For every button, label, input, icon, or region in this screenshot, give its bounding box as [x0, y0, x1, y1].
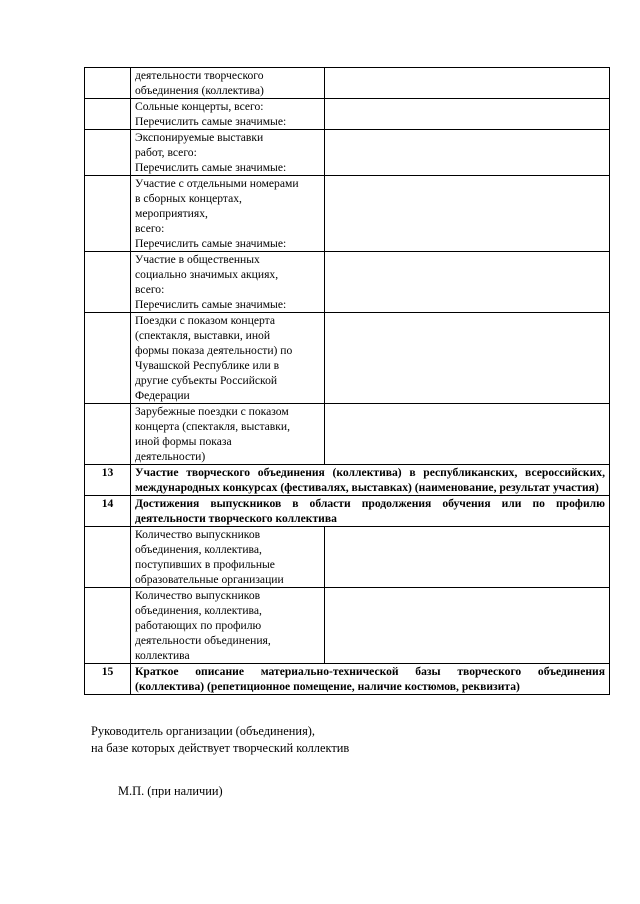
description-line: деятельности): [135, 450, 206, 463]
description-line: концерта (спектакля, выставки,: [135, 420, 291, 433]
row-description-cell: [131, 313, 325, 404]
description-line: Зарубежные поездки с показом: [135, 405, 289, 418]
row-value-cell[interactable]: [325, 588, 610, 664]
description-line: деятельности объединения,: [135, 634, 271, 647]
form-table-body: [85, 68, 610, 695]
description-line: Федерации: [135, 389, 190, 402]
description-line: Участие в общественных: [135, 253, 260, 266]
description-line: образовательные организации: [135, 573, 284, 586]
row-number-cell: [85, 99, 131, 130]
row-number-cell: [85, 130, 131, 176]
row-number-cell: [85, 176, 131, 252]
table-row: [85, 404, 610, 465]
table-row: [85, 68, 610, 99]
row-description-cell: [131, 588, 325, 664]
description-line: объединения, коллектива,: [135, 543, 262, 556]
description-line: мероприятиях,: [135, 207, 208, 220]
row-value-cell[interactable]: [325, 176, 610, 252]
row-value-cell[interactable]: [325, 404, 610, 465]
section-row-13: [85, 465, 610, 496]
table-row: [85, 252, 610, 313]
section-row-15: [85, 664, 610, 695]
section-heading: Краткое описание материально-технической базы творческого объединения (коллектива) (репетиционное помещение, наличие костюмов, реквизита): [131, 664, 610, 695]
signature-line-1: Руководитель организации (объединения),: [91, 724, 315, 738]
row-number-cell: [85, 68, 131, 99]
description-line: иной формы показа: [135, 435, 232, 448]
description-line: коллектива: [135, 649, 190, 662]
section-number: 15: [85, 664, 131, 695]
description-line: Количество выпускников: [135, 589, 261, 602]
table-row: [85, 588, 610, 664]
section-heading: Участие творческого объединения (коллектива) в республиканских, всероссийских, международных конкурсах (фестивалях, выставках) (наименование, результат участия): [131, 465, 610, 496]
row-value-cell[interactable]: [325, 252, 610, 313]
description-line: деятельности творческого: [135, 69, 264, 82]
row-description-cell: [131, 130, 325, 176]
section-number: 14: [85, 496, 131, 527]
row-value-cell[interactable]: [325, 99, 610, 130]
description-line: социально значимых акциях,: [135, 268, 279, 281]
row-value-cell[interactable]: [325, 527, 610, 588]
description-line: Поездки с показом концерта: [135, 314, 275, 327]
description-line: объединения (коллектива): [135, 84, 264, 97]
row-number-cell: [85, 252, 131, 313]
description-line: работающих по профилю: [135, 619, 262, 632]
description-line: Участие с отдельными номерами: [135, 177, 299, 190]
description-line: Перечислить самые значимые:: [135, 161, 287, 174]
description-line: Перечислить самые значимые:: [135, 237, 287, 250]
row-description-cell: [131, 99, 325, 130]
description-line: работ, всего:: [135, 146, 197, 159]
row-number-cell: [85, 527, 131, 588]
table-row: [85, 176, 610, 252]
row-value-cell[interactable]: [325, 130, 610, 176]
description-line: другие субъекты Российской: [135, 374, 278, 387]
row-number-cell: [85, 313, 131, 404]
row-description-cell: [131, 176, 325, 252]
row-value-cell[interactable]: [325, 313, 610, 404]
row-description-cell: [131, 404, 325, 465]
section-row-14: [85, 496, 610, 527]
description-line: поступивших в профильные: [135, 558, 275, 571]
description-line: в сборных концертах,: [135, 192, 242, 205]
row-value-cell[interactable]: [325, 68, 610, 99]
description-line: объединения, коллектива,: [135, 604, 262, 617]
application-form-table: [84, 67, 610, 695]
table-row: [85, 130, 610, 176]
description-line: Сольные концерты, всего:: [135, 100, 264, 113]
description-line: всего:: [135, 222, 165, 235]
table-row: [85, 527, 610, 588]
stamp-placeholder: М.П. (при наличии): [118, 784, 223, 798]
description-line: Количество выпускников: [135, 528, 261, 541]
row-description-cell: [131, 252, 325, 313]
section-number: 13: [85, 465, 131, 496]
description-line: Перечислить самые значимые:: [135, 298, 287, 311]
description-line: всего:: [135, 283, 165, 296]
row-number-cell: [85, 588, 131, 664]
signature-line-2: на базе которых действует творческий коллектив: [91, 741, 350, 755]
row-number-cell: [85, 404, 131, 465]
description-line: Чувашской Республике или в: [135, 359, 280, 372]
row-description-cell: [131, 527, 325, 588]
signature-block: [91, 723, 349, 757]
description-line: (спектакля, выставки, иной: [135, 329, 271, 342]
description-line: формы показа деятельности) по: [135, 344, 293, 357]
table-row: [85, 99, 610, 130]
section-heading: Достижения выпускников в области продолжения обучения или по профилю деятельности творческого коллектива: [131, 496, 610, 527]
table-row: [85, 313, 610, 404]
description-line: Перечислить самые значимые:: [135, 115, 287, 128]
row-description-cell: [131, 68, 325, 99]
description-line: Экспонируемые выставки: [135, 131, 264, 144]
